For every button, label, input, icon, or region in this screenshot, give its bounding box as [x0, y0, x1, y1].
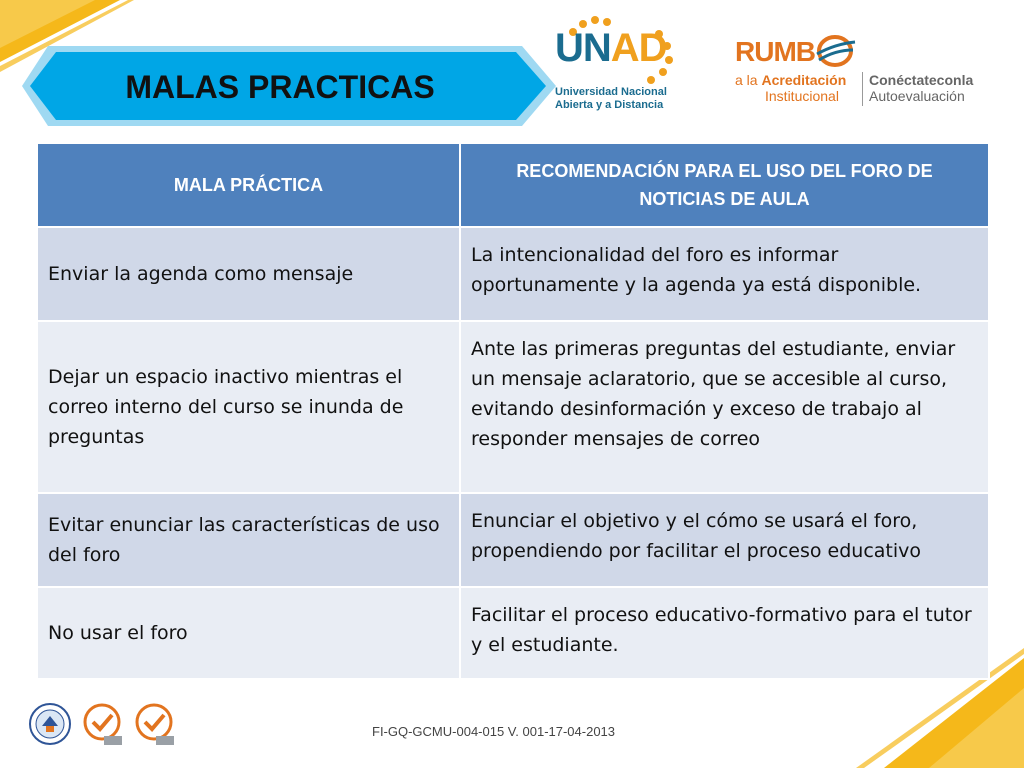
table-row — [37, 587, 989, 679]
rumbo-wordmark: RUMB — [735, 36, 815, 67]
table-row — [37, 493, 989, 587]
rumbo-swoosh-icon — [813, 34, 857, 68]
column-header-mala-practica: MALA PRÁCTICA — [37, 143, 460, 227]
practices-table — [36, 142, 990, 680]
recommendation-cell: La intencionalidad del foro es informar oportunamente y la agenda ya está disponible. — [460, 227, 989, 321]
logo-divider — [862, 72, 863, 106]
column-header-recomendacion: RECOMENDACIÓN PARA EL USO DEL FORO DE NOTICIAS DE AULA — [460, 143, 989, 227]
practice-cell: Dejar un espacio inactivo mientras el correo interno del curso se inunda de preguntas — [37, 321, 460, 493]
table-row — [37, 321, 989, 493]
practice-cell: Enviar la agenda como mensaje — [37, 227, 460, 321]
recommendation-cell: Enunciar el objetivo y el cómo se usará el foro, propendiendo por facilitar el proceso educativo — [460, 493, 989, 587]
table-header-row — [37, 143, 989, 227]
sgs-certification-icon — [132, 702, 176, 746]
unad-wordmark: UNAD — [555, 26, 667, 70]
page-title: MALAS PRACTICAS — [125, 68, 435, 105]
table-row — [37, 227, 989, 321]
document-code: FI-GQ-GCMU-004-015 V. 001-17-04-2013 — [372, 724, 616, 739]
rumbo-acreditacion-logo: RUMB a la Acreditación Institucional Conéctateconla Autoevaluación — [735, 36, 974, 104]
unad-subtitle: Universidad Nacional Abierta y a Distancia — [555, 86, 667, 111]
practice-cell: No usar el foro — [37, 587, 460, 679]
recommendation-cell: Ante las primeras preguntas del estudiante, enviar un mensaje aclaratorio, que se accesible al curso, evitando desinformación y exceso de trabajo al responder mensajes de correo — [460, 321, 989, 493]
sgs-certification-icon — [80, 702, 124, 746]
practice-cell: Evitar enunciar las características de uso del foro — [37, 493, 460, 587]
recommendation-cell: Facilitar el proceso educativo-formativo para el tutor y el estudiante. — [460, 587, 989, 679]
colombia-seal-icon — [28, 702, 72, 746]
